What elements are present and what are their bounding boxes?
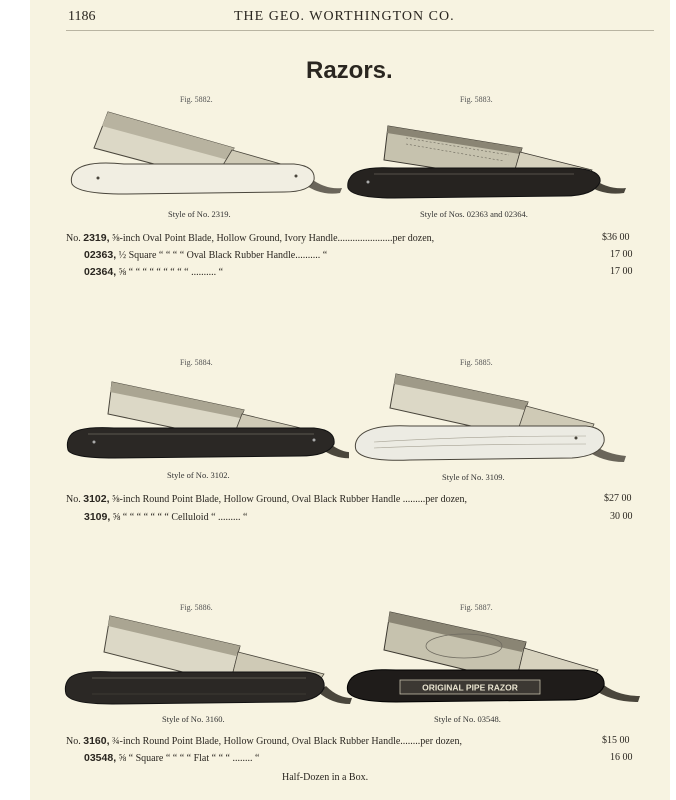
list-item: No. 3160, ¾-inch Round Point Blade, Hollow Ground, Oval Black Rubber Handle........per dozen, [66,735,462,747]
page-title: Razors. [306,57,393,84]
figure-label: Fig. 5886. [180,603,213,612]
price-value: 16 00 [610,752,633,763]
figure-caption: Style of No. 2319. [168,209,231,219]
list-item: No. 3102, ⅝-inch Round Point Blade, Hollow Ground, Oval Black Rubber Handle .........per dozen, [66,493,467,505]
figure-caption: Style of No. 3109. [442,472,505,482]
figure-label: Fig. 5885. [460,358,493,367]
list-item: 03548, ⅝ “ Square “ “ “ “ Flat “ “ “ ........ “ [84,752,260,764]
figure-caption: Style of No. 03548. [434,714,501,724]
catalog-page [30,0,670,800]
figure-label: Fig. 5884. [180,358,213,367]
figure-caption: Style of No. 3160. [162,714,225,724]
list-item: 02364, ⅝ “ “ “ “ “ “ “ “ “ .......... “ [84,266,224,278]
packaging-note: Half-Dozen in a Box. [282,772,369,783]
price-value: 30 00 [610,511,633,522]
page-number: 1186 [68,9,96,24]
company-header: THE GEO. WORTHINGTON CO. [234,9,455,24]
figure-label: Fig. 5882. [180,95,213,104]
price-value: 17 00 [610,249,633,260]
list-item: 02363, ½ Square “ “ “ “ Oval Black Rubber Handle.......... “ [84,249,328,261]
figure-caption: Style of Nos. 02363 and 02364. [420,209,528,219]
price-value: $15 00 [602,735,630,746]
razor-illustration-round-point-black [64,370,349,470]
list-item: No. 2319, ⅝-inch Oval Point Blade, Hollow Ground, Ivory Handle......................per dozen, [66,232,435,244]
razor-illustration-celluloid [350,366,640,470]
razor-illustration-black-rubber [344,100,629,210]
list-item: 3109, ⅝ “ “ “ “ “ “ “ Celluloid “ ......... “ [84,511,248,523]
price-value: $27 00 [604,493,632,504]
razor-illustration-square-point [62,612,352,712]
figure-label: Fig. 5887. [460,603,493,612]
razor-illustration-ivory [64,100,344,210]
figure-caption: Style of No. 3102. [167,470,230,480]
header-rule [66,30,654,31]
razor-illustration-pipe-razor [344,606,644,710]
price-value: $36 00 [602,232,630,243]
figure-label: Fig. 5883. [460,95,493,104]
pipe-razor-etching: ORIGINAL PIPE RAZOR [422,682,518,693]
price-value: 17 00 [610,266,633,277]
